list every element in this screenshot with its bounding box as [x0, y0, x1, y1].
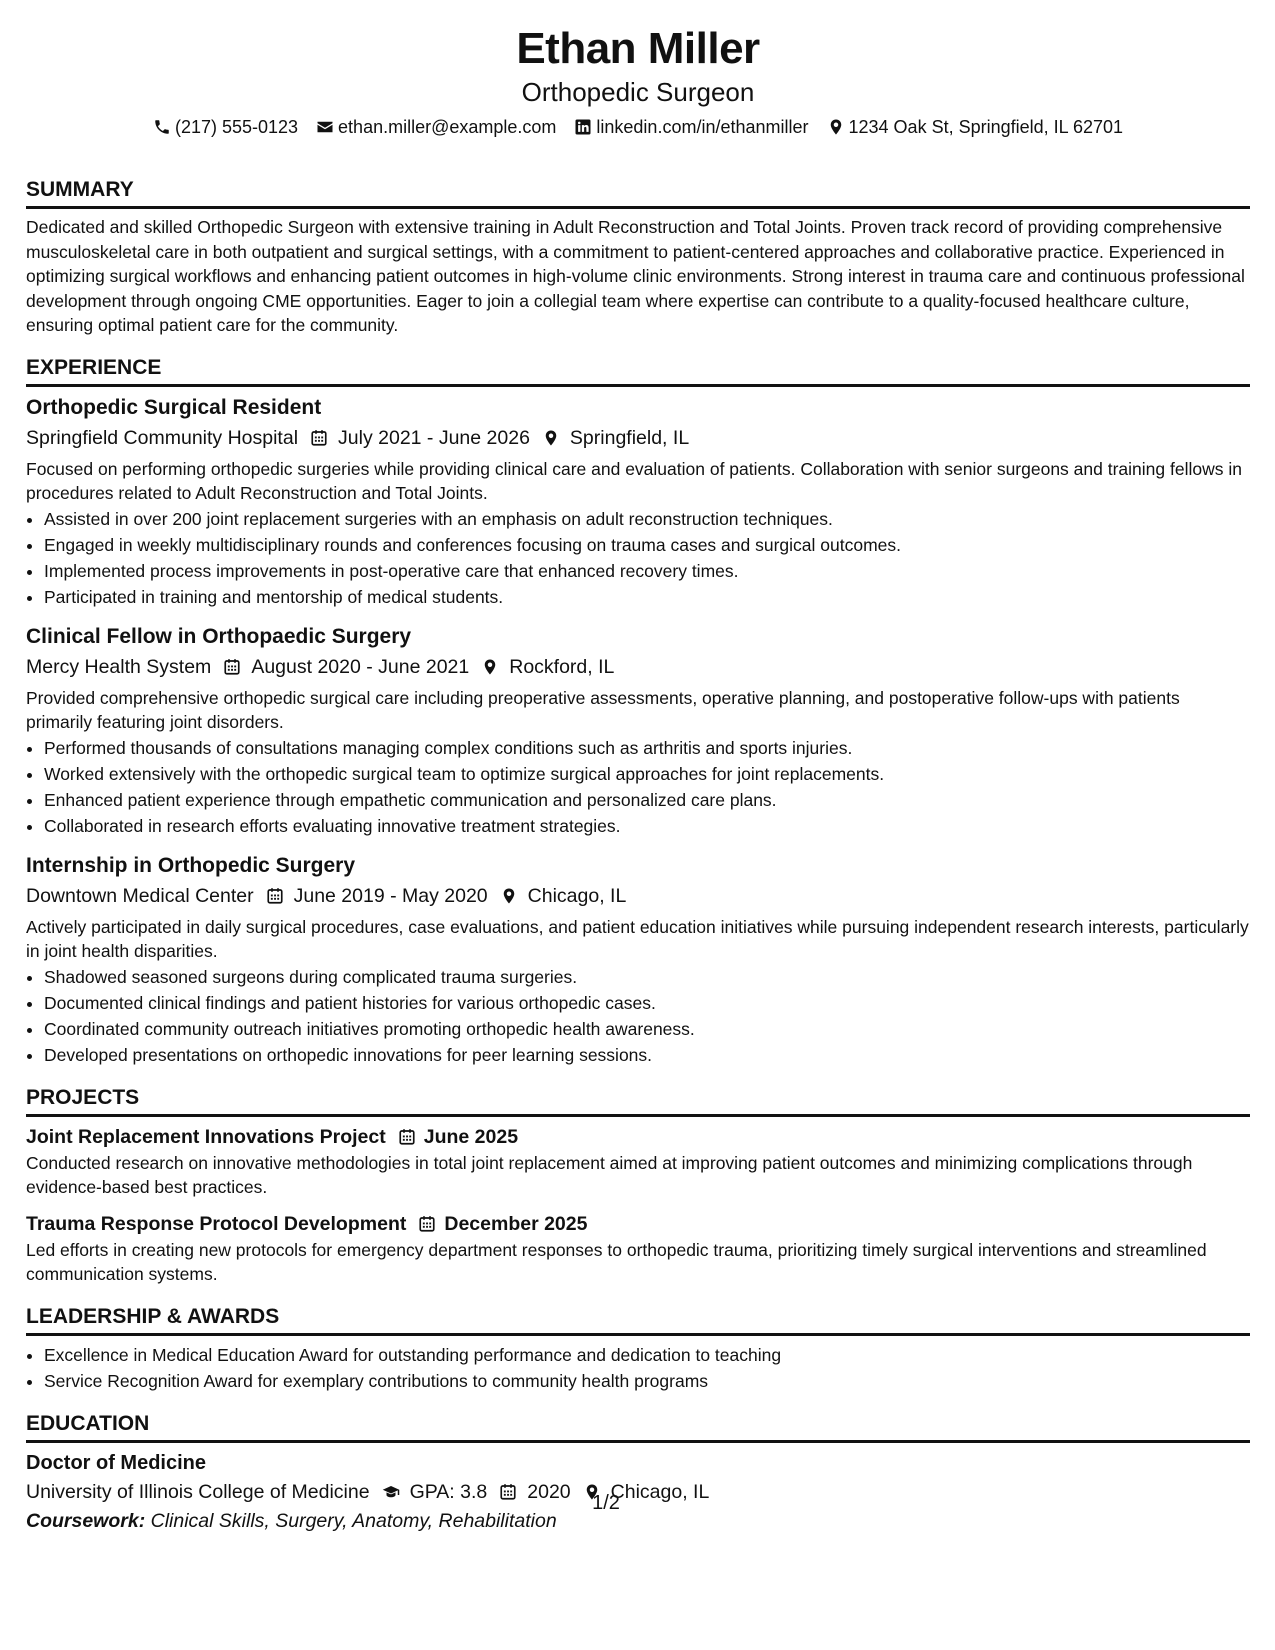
- list-item: • Collaborated in research efforts evaluating innovative treatment strategies.: [44, 813, 1250, 839]
- summary-section: [26, 176, 1250, 338]
- gpa-text: GPA: 3.8: [409, 1480, 488, 1503]
- map-pin-icon: [542, 429, 560, 447]
- map-pin-icon: [827, 118, 845, 136]
- list-item: • Developed presentations on orthopedic innovations for peer learning sessions.: [44, 1042, 1250, 1068]
- job-org: Mercy Health System: [26, 655, 212, 678]
- awards-section: [26, 1303, 1250, 1394]
- job-bullets: [26, 506, 1250, 610]
- degree-title: Doctor of Medicine: [26, 1451, 207, 1474]
- job-title: Internship in Orthopedic Surgery: [26, 853, 356, 877]
- map-pin-icon: [481, 658, 499, 676]
- candidate-title: Orthopedic Surgeon: [521, 77, 755, 107]
- graduation-year: 2020: [527, 1480, 571, 1503]
- experience-section: [26, 354, 1250, 1068]
- contact-linkedin[interactable]: [574, 114, 808, 140]
- summary-text: Dedicated and skilled Orthopedic Surgeon with extensive training in Adult Reconstruction and Total Joints. Proven track record of providing comprehensive musculoskeletal care in both outpatient and surgical settings, with a commitment to patient-centered approaches and collaborative practice. Experienced in optimizing surgical workflows and enhancing patient outcomes in high-volume clinic environments. Strong interest in trauma care and continuous professional development through ongoing CME opportunities. Eager to join a collegial team where expertise can contribute to a quality-focused healthcare culture, ensuring optimal patient care for the community.: [26, 217, 1245, 335]
- calendar-icon: [310, 429, 328, 447]
- list-item: • Assisted in over 200 joint replacement surgeries with an emphasis on adult reconstruction techniques.: [44, 506, 1250, 532]
- list-item: • Worked extensively with the orthopedic surgical team to optimize surgical approaches for joint replacements.: [44, 761, 1250, 787]
- candidate-name: Ethan Miller: [516, 24, 760, 73]
- calendar-icon: [398, 1128, 416, 1146]
- job-description: Focused on performing orthopedic surgeries while providing clinical care and evaluation of patients. Collaboration with senior surgeons and training fellows in procedures related to Adult Reconstruction and Total Joints.: [26, 458, 1242, 503]
- coursework-text: Clinical Skills, Surgery, Anatomy, Rehabilitation: [150, 1509, 557, 1532]
- project-description: Conducted research on innovative methodologies in total joint replacement aimed at improving patient outcomes and minimizing complications through evidence-based best practices.: [26, 1152, 1193, 1197]
- list-item: • Enhanced patient experience through empathetic communication and personalized care plans.: [44, 787, 1250, 813]
- map-pin-icon: [500, 887, 518, 905]
- job-org: Springfield Community Hospital: [26, 426, 299, 449]
- job-bullets: [26, 964, 1250, 1068]
- education-section: [26, 1410, 1250, 1535]
- job-dates: June 2019 - May 2020: [293, 884, 488, 907]
- envelope-icon: [316, 118, 334, 136]
- linkedin-text: linkedin.com/in/ethanmiller: [596, 117, 809, 137]
- list-item: • Engaged in weekly multidisciplinary rounds and conferences focusing on trauma cases and surgical outcomes.: [44, 532, 1250, 558]
- project-head: [26, 1123, 1250, 1151]
- calendar-icon: [223, 658, 241, 676]
- education-location: Chicago, IL: [610, 1480, 710, 1503]
- phone-icon: [153, 118, 171, 136]
- calendar-icon: [418, 1215, 436, 1233]
- project-entry: [26, 1210, 1250, 1287]
- calendar-icon: [266, 887, 284, 905]
- awards-list: [26, 1342, 1250, 1394]
- resume-page: [26, 0, 1250, 1535]
- school-name: University of Illinois College of Medicine: [26, 1480, 370, 1503]
- job-title: Clinical Fellow in Orthopaedic Surgery: [26, 624, 412, 648]
- experience-entry: [26, 851, 1250, 1068]
- job-bullets: [26, 735, 1250, 839]
- project-entry: [26, 1123, 1250, 1200]
- job-location: Rockford, IL: [509, 655, 615, 678]
- address-text: 1234 Oak St, Springfield, IL 62701: [848, 117, 1124, 137]
- experience-entry: [26, 393, 1250, 610]
- job-title: Orthopedic Surgical Resident: [26, 395, 322, 419]
- job-org: Downtown Medical Center: [26, 884, 254, 907]
- list-item: • Documented clinical findings and patient histories for various orthopedic cases.: [44, 990, 1250, 1016]
- project-title: Trauma Response Protocol Development: [26, 1212, 407, 1235]
- list-item: • Participated in training and mentorship of medical students.: [44, 584, 1250, 610]
- phone-text: (217) 555-0123: [174, 117, 299, 137]
- projects-heading: PROJECTS: [26, 1084, 1250, 1117]
- list-item: • Implemented process improvements in post-operative care that enhanced recovery times.: [44, 558, 1250, 584]
- project-date: December 2025: [444, 1212, 588, 1235]
- contact-address: [827, 114, 1124, 140]
- projects-section: [26, 1084, 1250, 1287]
- job-description: Actively participated in daily surgical procedures, case evaluations, and patient education initiatives while pursuing independent research interests, particularly in joint health disparities.: [26, 916, 1249, 961]
- list-item: • Performed thousands of consultations managing complex conditions such as arthritis and sports injuries.: [44, 735, 1250, 761]
- awards-heading: LEADERSHIP & AWARDS: [26, 1303, 1250, 1336]
- project-title: Joint Replacement Innovations Project: [26, 1125, 386, 1148]
- summary-heading: SUMMARY: [26, 176, 1250, 209]
- job-description: Provided comprehensive orthopedic surgical care including preoperative assessments, operative planning, and postoperative follow-ups with patients primarily featuring joint disorders.: [26, 687, 1180, 732]
- job-location: Springfield, IL: [569, 426, 690, 449]
- email-text: ethan.miller@example.com: [338, 117, 557, 137]
- contact-email[interactable]: [316, 114, 556, 140]
- experience-entry: [26, 622, 1250, 839]
- experience-heading: EXPERIENCE: [26, 354, 1250, 387]
- linkedin-icon: [574, 118, 592, 136]
- job-meta: [26, 423, 1250, 453]
- contact-phone[interactable]: [153, 114, 298, 140]
- coursework-label: Coursework:: [26, 1509, 146, 1532]
- list-item: • Shadowed seasoned surgeons during complicated trauma surgeries.: [44, 964, 1250, 990]
- job-dates: August 2020 - June 2021: [251, 655, 470, 678]
- project-date: June 2025: [423, 1125, 519, 1148]
- project-head: [26, 1210, 1250, 1238]
- job-meta: [26, 881, 1250, 911]
- list-item: • Excellence in Medical Education Award for outstanding performance and dedication to teaching: [44, 1342, 1250, 1368]
- job-meta: [26, 652, 1250, 682]
- list-item: • Coordinated community outreach initiatives promoting orthopedic health awareness.: [44, 1016, 1250, 1042]
- job-location: Chicago, IL: [527, 884, 627, 907]
- list-item: • Service Recognition Award for exemplary contributions to community health programs: [44, 1368, 1250, 1394]
- resume-header: [26, 24, 1250, 140]
- job-dates: July 2021 - June 2026: [338, 426, 530, 449]
- contact-bar: [26, 114, 1250, 140]
- project-description: Led efforts in creating new protocols for emergency department responses to orthopedic trauma, prioritizing timely surgical interventions and streamlined communication systems.: [26, 1239, 1207, 1284]
- education-heading: EDUCATION: [26, 1410, 1250, 1443]
- page-number: 1/2: [592, 1492, 620, 1514]
